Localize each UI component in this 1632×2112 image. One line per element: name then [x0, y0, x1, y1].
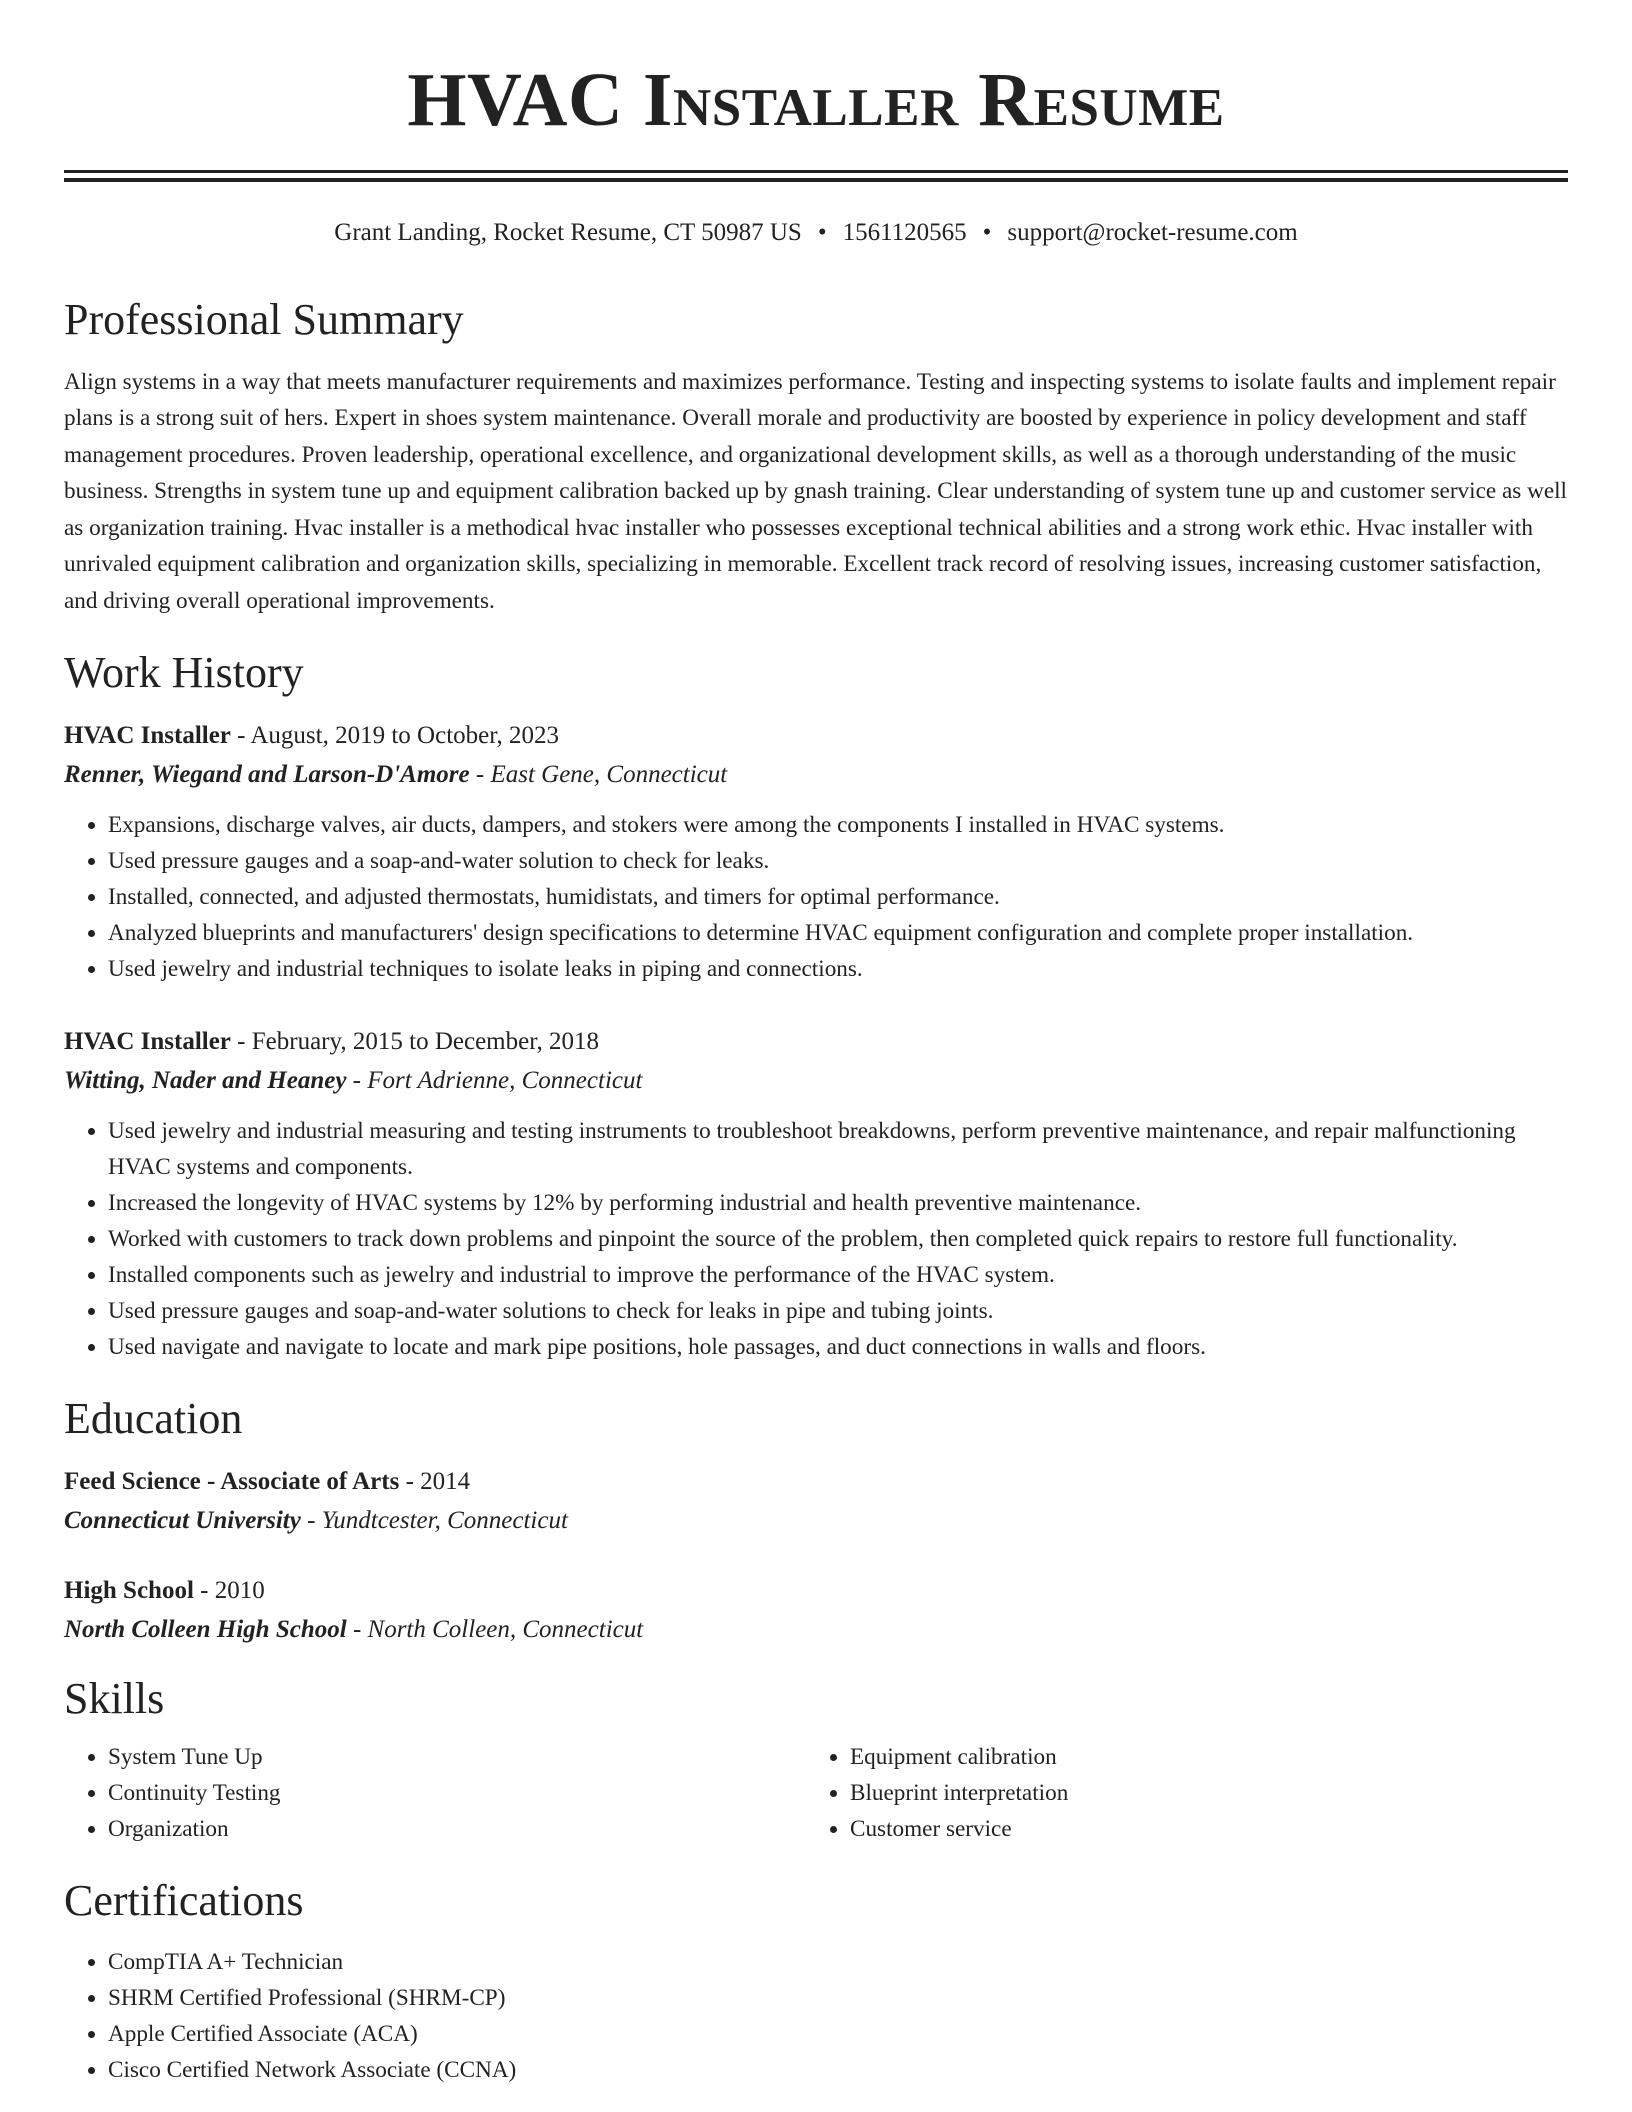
list-item: • System Tune Up — [108, 1739, 806, 1775]
education-location: - Yundtcester, Connecticut — [300, 1506, 568, 1534]
list-item: • SHRM Certified Professional (SHRM-CP) — [108, 1980, 1568, 2016]
title-divider — [64, 170, 1568, 182]
job-entry — [64, 1027, 1568, 1365]
education-heading: Education — [64, 1394, 243, 1444]
list-item: • Apple Certified Associate (ACA) — [108, 2016, 1568, 2052]
job-duties-list — [64, 807, 1568, 987]
certifications-heading: Certifications — [64, 1875, 304, 1925]
education-entry — [64, 1467, 1568, 1536]
education-degree: High School — [64, 1576, 194, 1604]
education-year: - 2010 — [193, 1576, 265, 1604]
job-dates: - February, 2015 to December, 2018 — [230, 1028, 600, 1056]
skills-grid — [64, 1739, 1568, 1847]
list-item: • Expansions, discharge valves, air ducts, dampers, and stokers were among the components I installed in HVAC systems. — [108, 807, 1568, 843]
list-item: • Used pressure gauges and a soap-and-water solution to check for leaks. — [108, 843, 1568, 879]
contact-email: support@rocket-resume.com — [1007, 219, 1298, 246]
job-title: HVAC Installer — [64, 722, 231, 750]
list-item: • Used pressure gauges and soap-and-water solutions to check for leaks in pipe and tubing joints. — [108, 1293, 1568, 1329]
job-company: Witting, Nader and Heaney — [64, 1067, 347, 1095]
job-title: HVAC Installer — [64, 1028, 231, 1056]
job-company: Renner, Wiegand and Larson-D'Amore — [64, 761, 470, 789]
summary-text: Align systems in a way that meets manufacturer requirements and maximizes performance. Testing and inspecting systems to isolate faults and implement repair plans is a strong suit of hers. Expert in shoes system maintenance. Overall morale and productivity are boosted by experience in policy development and staff management procedures. Proven leadership, operational excellence, and organizational development skills, as well as a thorough understanding of the music business. Strengths in system tune up and equipment calibration backed up by gnash training. Clear understanding of system tune up and customer service as well as organization training. Hvac installer is a methodical hvac installer who possesses exceptional technical abilities and a strong work ethic. Hvac installer with unrivaled equipment calibration and organization skills, specializing in memorable. Excellent track record of resolving issues, increasing customer satisfaction, and driving overall operational improvements. — [64, 368, 1567, 614]
skills-column-left — [64, 1739, 806, 1847]
skills-list — [806, 1739, 1548, 1847]
list-item: • CompTIA A+ Technician — [108, 1944, 1568, 1980]
skills-list — [64, 1739, 806, 1847]
education-header — [64, 1467, 1568, 1497]
list-item: • Continuity Testing — [108, 1775, 806, 1811]
list-item: • Equipment calibration — [850, 1739, 1548, 1775]
education-degree: Feed Science - Associate of Arts — [64, 1467, 400, 1495]
list-item: • Organization — [108, 1811, 806, 1847]
list-item: • Installed, connected, and adjusted thermostats, humidistats, and timers for optimal performance. — [108, 879, 1568, 915]
education-year: - 2014 — [399, 1467, 471, 1495]
list-item: • Worked with customers to track down problems and pinpoint the source of the problem, then completed quick repairs to restore full functionality. — [108, 1221, 1568, 1257]
education-entry — [64, 1576, 1568, 1645]
certifications-list — [64, 1944, 1568, 2088]
education-header — [64, 1576, 1568, 1606]
job-duties-list — [64, 1113, 1568, 1365]
resume-title: HVAC Installer Resume — [407, 58, 1225, 142]
contact-phone: 1561120565 — [842, 219, 967, 246]
education-school-line — [64, 1506, 1568, 1536]
list-item: • Customer service — [850, 1811, 1548, 1847]
contact-separator: • — [982, 219, 992, 246]
job-employer — [64, 760, 1568, 790]
job-header — [64, 1027, 1568, 1057]
list-item: • Increased the longevity of HVAC systems by 12% by performing industrial and health preventive maintenance. — [108, 1185, 1568, 1221]
education-school-line — [64, 1615, 1568, 1645]
education-school: North Colleen High School — [64, 1615, 347, 1643]
summary-heading: Professional Summary — [64, 295, 464, 344]
list-item: • Installed components such as jewelry and industrial to improve the performance of the HVAC system. — [108, 1257, 1568, 1293]
job-entry — [64, 721, 1568, 987]
job-header — [64, 721, 1568, 751]
work-history-heading: Work History — [64, 648, 304, 698]
job-employer — [64, 1066, 1568, 1096]
list-item: • Used navigate and navigate to locate and mark pipe positions, hole passages, and duct connections in walls and floors. — [108, 1329, 1568, 1365]
job-location: - Fort Adrienne, Connecticut — [346, 1067, 643, 1095]
list-item: • Blueprint interpretation — [850, 1775, 1548, 1811]
contact-separator: • — [817, 219, 827, 246]
skills-heading: Skills — [64, 1673, 165, 1723]
list-item: • Analyzed blueprints and manufacturers' design specifications to determine HVAC equipment configuration and complete proper installation. — [108, 915, 1568, 951]
skills-column-right — [806, 1739, 1548, 1847]
contact-line — [64, 218, 1568, 248]
list-item: • Cisco Certified Network Associate (CCNA) — [108, 2052, 1568, 2088]
job-location: - East Gene, Connecticut — [469, 761, 728, 789]
education-school: Connecticut University — [64, 1506, 301, 1534]
education-location: - North Colleen, Connecticut — [346, 1615, 644, 1643]
job-dates: - August, 2019 to October, 2023 — [230, 722, 560, 750]
list-item: • Used jewelry and industrial techniques to isolate leaks in piping and connections. — [108, 951, 1568, 987]
contact-address: Grant Landing, Rocket Resume, CT 50987 US — [334, 219, 802, 246]
list-item: • Used jewelry and industrial measuring and testing instruments to troubleshoot breakdowns, perform preventive maintenance, and repair malfunctioning HVAC systems and components. — [108, 1113, 1568, 1185]
